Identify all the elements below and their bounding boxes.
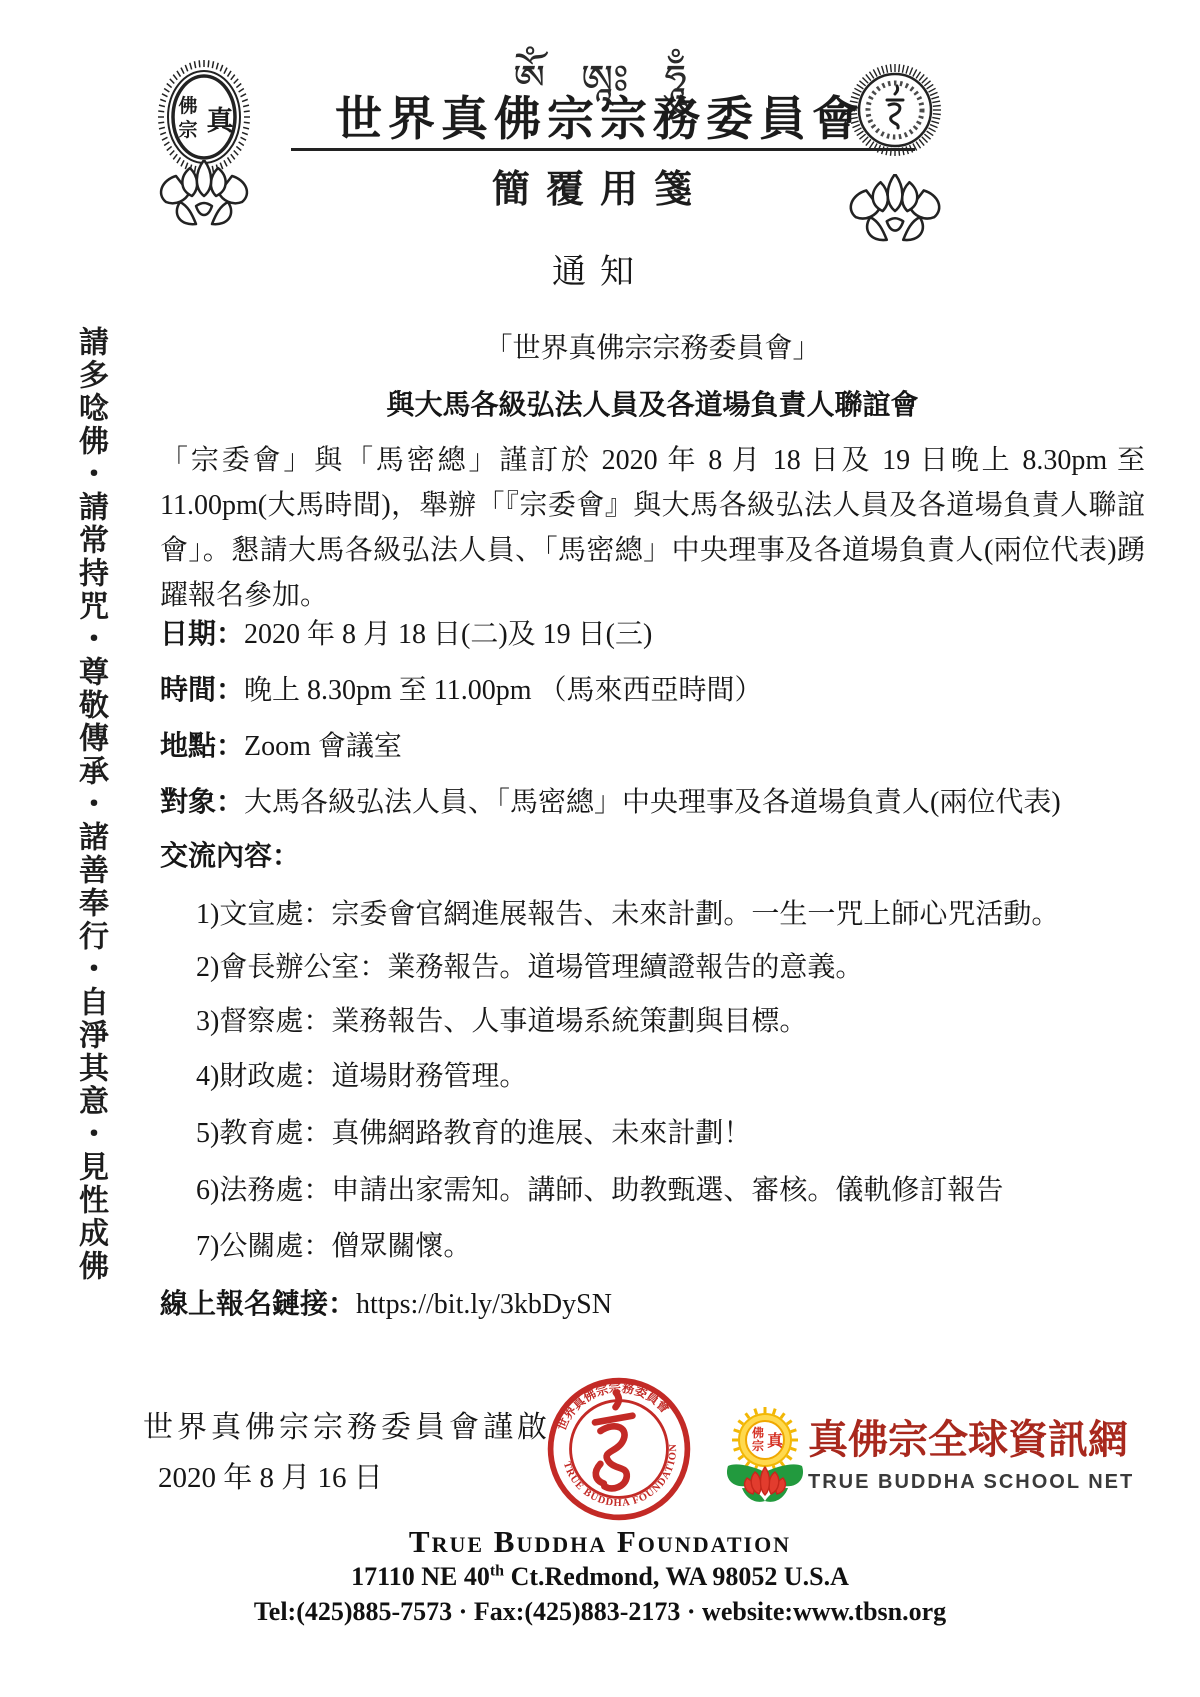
subtitle-organization: 「世界真佛宗宗務委員會」 [484, 333, 821, 364]
emblem-char-fo: 佛 [178, 96, 198, 117]
agenda-item-7: 7)公關處：僧眾關懷。 [196, 1231, 472, 1262]
organization-title: 世界真佛宗宗務委員會 [335, 94, 865, 146]
tbsn-lotus-emblem [722, 1404, 808, 1508]
detail-label: 地點： [160, 731, 245, 762]
agenda-item-5: 5)教育處：真佛網路教育的進展、未來計劃！ [196, 1118, 752, 1149]
agenda-item-1: 1)文宣處：宗委會官網進展報告、未來計劃。一生一咒上師心咒活動。 [196, 899, 1060, 930]
tibetan-mantra: ཨོཾ ཨཱཿ ཧཱུྃ [513, 57, 687, 102]
seal-ring-bottom-text: TRUE BUDDHA FOUNDATION [560, 1443, 680, 1510]
agenda-heading: 交流內容： [160, 841, 301, 872]
detail-value: 大馬各級弘法人員、「馬密總」中央理事及各道場負責人(兩位代表) [244, 787, 1061, 818]
footer-address [0, 1562, 1200, 1592]
letterhead-label: 簡覆用箋 [491, 169, 708, 211]
tbsn-caption: TRUE BUDDHA SCHOOL NET [808, 1471, 1135, 1493]
detail-label: 日期： [160, 619, 245, 650]
agenda-item-6: 6)法務處：申請出家需知。講師、助教甄選、審核。儀軌修訂報告 [196, 1175, 1004, 1206]
notice-title: 通知 [552, 254, 648, 291]
footer-contact: Tel:(425)885-7573 · Fax:(425)883-2173 · website:www.tbsn.org [253, 1597, 947, 1626]
agenda-item-4: 4)財政處：道場財務管理。 [196, 1061, 528, 1092]
detail-row-venue [160, 730, 402, 764]
true-buddha-foundation-seal [530, 1358, 707, 1540]
detail-label: 對象： [160, 787, 245, 818]
detail-label: 時間： [160, 675, 245, 706]
signature-line: 世界真佛宗宗務委員會謹啟 [143, 1411, 551, 1444]
signature-date: 2020 年 8 月 16 日 [158, 1462, 383, 1494]
detail-value: 晚上 8.30pm 至 11.00pm （馬來西亞時間） [244, 675, 763, 706]
vertical-motto: 請多唸佛・請常持咒・尊敬傳承・諸善奉行・自淨其意・見性成佛 [74, 326, 107, 1283]
tbsn-calligraphy: 真佛宗全球資訊網 [808, 1417, 1128, 1462]
agenda-item-2: 2)會長辦公室：業務報告。道場管理續證報告的意義。 [196, 952, 864, 983]
detail-row-audience [160, 786, 1061, 820]
footer-org-name: True Buddha Foundation [408, 1524, 792, 1559]
footer-address-prefix: 17110 NE 40 [351, 1562, 490, 1591]
emblem-char-zhen: 真 [206, 106, 234, 136]
emblem-char-zong: 宗 [178, 120, 198, 141]
agenda-item-3: 3)督察處：業務報告、人事道場系統策劃與目標。 [196, 1006, 808, 1037]
tbsn-wordmark [808, 1408, 1138, 1494]
notice-paragraph: 「宗委會」與「馬密總」謹訂於 2020 年 8 月 18 日及 19 日晚上 8.30pm 至 11.00pm(大馬時間)，舉辦「『宗委會』與大馬各級弘法人員及各道場負責人聯誼會」。懇請大馬各級弘法人員、「馬密總」中央理事及各道場負責人(兩位代表)踴躍報名參加。 [160, 445, 1145, 611]
registration-label: 線上報名鏈接： [160, 1289, 357, 1320]
seal-seed-syllable-icon [582, 1391, 644, 1491]
detail-value: Zoom 會議室 [244, 731, 402, 762]
emblem-char-zhen: 真 [766, 1433, 784, 1450]
detail-row-date [160, 618, 652, 652]
subtitle-event: 與大馬各級弘法人員及各道場負責人聯誼會 [386, 390, 919, 421]
detail-value: 2020 年 8 月 18 日(二)及 19 日(三) [244, 619, 653, 650]
footer-address-suffix: Ct.Redmond, WA 98052 U.S.A [504, 1562, 849, 1591]
emblem-char-fo: 佛 [751, 1426, 765, 1440]
registration-row [160, 1288, 612, 1322]
detail-row-time [160, 674, 763, 708]
seal-ring-top-text: 世界真佛宗宗務委員會 [554, 1380, 673, 1433]
emblem-char-zong: 宗 [751, 1439, 765, 1453]
registration-link[interactable]: https://bit.ly/3kbDySN [356, 1289, 612, 1320]
footer-address-ordinal: th [489, 1562, 505, 1580]
